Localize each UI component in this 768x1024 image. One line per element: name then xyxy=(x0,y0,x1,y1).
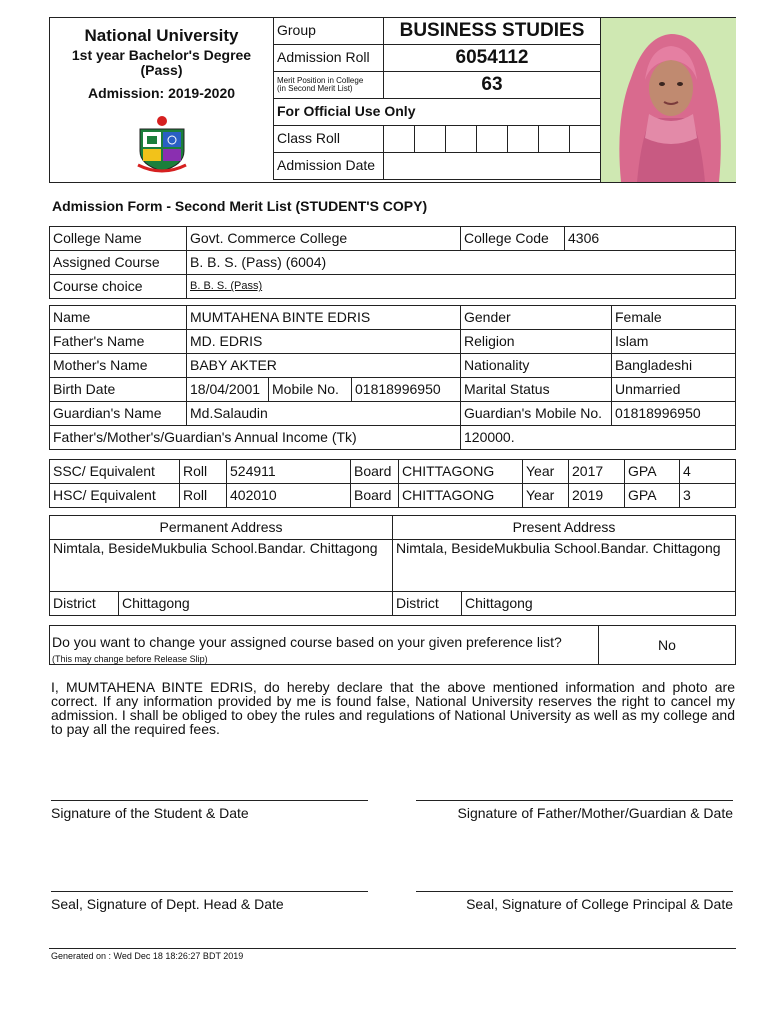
roll-value: 524911 xyxy=(227,460,351,484)
present-district-value: Chittagong xyxy=(462,592,736,616)
assigned-course-label: Assigned Course xyxy=(50,251,187,275)
merit-position-label xyxy=(274,72,384,99)
exam-results-table xyxy=(49,459,736,508)
official-use-label: For Official Use Only xyxy=(274,99,601,126)
marital-status-label: Marital Status xyxy=(461,378,612,402)
college-code-value: 4306 xyxy=(565,227,736,251)
college-table xyxy=(49,226,736,299)
roll-label: Roll xyxy=(180,484,227,508)
permanent-district-value: Chittagong xyxy=(119,592,393,616)
principal-signature-line xyxy=(416,891,733,892)
gpa-value: 4 xyxy=(680,460,736,484)
form-title: Admission Form - Second Merit List (STUDENT'S COPY) xyxy=(52,198,428,214)
mother-name-label: Mother's Name xyxy=(50,354,187,378)
footer-divider xyxy=(49,948,736,949)
group-value: BUSINESS STUDIES xyxy=(384,18,601,45)
permanent-district-label: District xyxy=(50,592,119,616)
father-name-label: Father's Name xyxy=(50,330,187,354)
birth-date-label: Birth Date xyxy=(50,378,187,402)
admission-roll-value: 6054112 xyxy=(384,45,601,72)
preference-box xyxy=(49,625,736,665)
degree-line-2: (Pass) xyxy=(140,62,183,79)
gpa-label: GPA xyxy=(625,460,680,484)
college-name-value: Govt. Commerce College xyxy=(187,227,461,251)
class-roll-cell xyxy=(570,126,601,153)
preference-question: Do you want to change your assigned course based on your given preference list? xyxy=(52,634,562,650)
exam-row-ssc xyxy=(50,460,736,484)
college-name-label: College Name xyxy=(50,227,187,251)
university-block xyxy=(50,18,273,182)
admission-roll-label: Admission Roll xyxy=(274,45,384,72)
generated-timestamp: Generated on : Wed Dec 18 18:26:27 BDT 2019 xyxy=(51,951,244,961)
board-label: Board xyxy=(351,484,399,508)
gpa-value: 3 xyxy=(680,484,736,508)
roll-value: 402010 xyxy=(227,484,351,508)
name-label: Name xyxy=(50,306,187,330)
admission-date-value xyxy=(384,153,601,180)
group-label: Group xyxy=(274,18,384,45)
class-roll-cell xyxy=(539,126,570,153)
name-value: MUMTAHENA BINTE EDRIS xyxy=(187,306,461,330)
class-roll-cell xyxy=(415,126,446,153)
gpa-label: GPA xyxy=(625,484,680,508)
preference-note: (This may change before Release Slip) xyxy=(52,654,208,664)
present-address-label: Present Address xyxy=(393,516,736,540)
present-district-label: District xyxy=(393,592,462,616)
roll-label: Roll xyxy=(180,460,227,484)
course-choice-value: B. B. S. (Pass) xyxy=(187,275,736,299)
year-label: Year xyxy=(523,460,569,484)
religion-value: Islam xyxy=(612,330,736,354)
degree-title xyxy=(50,48,273,79)
merit-position-value: 63 xyxy=(384,72,601,99)
gender-value: Female xyxy=(612,306,736,330)
class-roll-label: Class Roll xyxy=(274,126,384,153)
degree-line-1: 1st year Bachelor's Degree xyxy=(71,47,252,63)
admission-date-label: Admission Date xyxy=(274,153,384,180)
course-choice-label: Course choice xyxy=(50,275,187,299)
personal-info-table xyxy=(49,305,736,450)
assigned-course-value: B. B. S. (Pass) (6004) xyxy=(187,251,736,275)
student-photo xyxy=(600,18,736,182)
class-roll-cell xyxy=(477,126,508,153)
permanent-address-label: Permanent Address xyxy=(50,516,393,540)
year-value: 2019 xyxy=(569,484,625,508)
guardian-signature-label: Signature of Father/Mother/Guardian & Date xyxy=(457,805,733,821)
exam-name: SSC/ Equivalent xyxy=(50,460,180,484)
admission-session: Admission: 2019-2020 xyxy=(87,84,236,101)
annual-income-value: 120000. xyxy=(461,426,736,450)
present-address-value: Nimtala, BesideMukbulia School.Bandar. Chittagong xyxy=(393,540,736,592)
principal-signature-label: Seal, Signature of College Principal & Date xyxy=(466,896,733,912)
year-value: 2017 xyxy=(569,460,625,484)
guardian-name-value: Md.Salaudin xyxy=(187,402,461,426)
guardian-name-label: Guardian's Name xyxy=(50,402,187,426)
birth-date-value: 18/04/2001 xyxy=(187,378,269,402)
student-signature-label: Signature of the Student & Date xyxy=(51,805,249,821)
gender-label: Gender xyxy=(461,306,612,330)
admission-header xyxy=(49,17,736,183)
student-signature-line xyxy=(51,800,368,801)
mobile-label: Mobile No. xyxy=(269,378,352,402)
exam-name: HSC/ Equivalent xyxy=(50,484,180,508)
nationality-value: Bangladeshi xyxy=(612,354,736,378)
student-photo-icon xyxy=(601,18,736,182)
permanent-address-value: Nimtala, BesideMukbulia School.Bandar. Chittagong xyxy=(50,540,393,592)
annual-income-label: Father's/Mother's/Guardian's Annual Income (Tk) xyxy=(50,426,461,450)
admission-info-table xyxy=(273,17,601,180)
class-roll-cell xyxy=(508,126,539,153)
nationality-label: Nationality xyxy=(461,354,612,378)
religion-label: Religion xyxy=(461,330,612,354)
year-label: Year xyxy=(523,484,569,508)
dept-head-signature-line xyxy=(51,891,368,892)
board-value: CHITTAGONG xyxy=(399,484,523,508)
class-roll-cell xyxy=(446,126,477,153)
mother-name-value: BABY AKTER xyxy=(187,354,461,378)
merit-label-line-2: (in Second Merit List) xyxy=(277,84,353,93)
board-label: Board xyxy=(351,460,399,484)
mobile-value: 01818996950 xyxy=(352,378,461,402)
dept-head-signature-label: Seal, Signature of Dept. Head & Date xyxy=(51,896,284,912)
university-logo-icon xyxy=(134,113,190,175)
exam-row-hsc xyxy=(50,484,736,508)
preference-answer: No xyxy=(598,626,735,664)
guardian-signature-line xyxy=(416,800,733,801)
board-value: CHITTAGONG xyxy=(399,460,523,484)
declaration-text: I, MUMTAHENA BINTE EDRIS, do hereby declare that the above mentioned information and photo are correct. If any information provided by me is found false, National University reserves the right to cancel my admission. I shall be obliged to obey the rules and regulations of National University as well as my college and to pay all the required fees. xyxy=(51,679,735,737)
marital-status-value: Unmarried xyxy=(612,378,736,402)
guardian-mobile-value: 01818996950 xyxy=(612,402,736,426)
university-name: National University xyxy=(84,26,239,45)
merit-label-line-1: Merit Position in College xyxy=(277,76,364,85)
college-code-label: College Code xyxy=(461,227,565,251)
father-name-value: MD. EDRIS xyxy=(187,330,461,354)
class-roll-cell xyxy=(384,126,415,153)
guardian-mobile-label: Guardian's Mobile No. xyxy=(461,402,612,426)
address-table xyxy=(49,515,736,616)
